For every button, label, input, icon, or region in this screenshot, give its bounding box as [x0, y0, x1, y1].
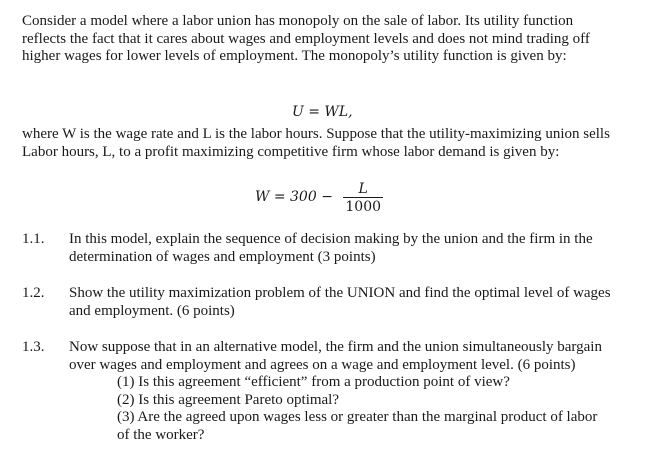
intro-line: reflects the fact that it cares about wages and employment levels and does not mind trading off	[22, 30, 590, 47]
question-number: 1.3.	[22, 339, 45, 355]
definitions-line: where W is the wage rate and L is the labor hours. Suppose that the utility-maximizing union sells	[22, 126, 610, 142]
question-line: In this model, explain the sequence of decision making by the union and the firm in the	[69, 231, 593, 247]
question-line: and employment. (6 points)	[69, 302, 235, 319]
question-text	[69, 285, 624, 320]
fraction-denominator: 1000	[345, 198, 382, 215]
intro-line: higher wages for lower levels of employment. The monopoly’s utility function is given by:	[22, 48, 567, 64]
question-number: 1.1.	[22, 231, 45, 247]
question-line: determination of wages and employment (3 points)	[69, 248, 376, 265]
sub-question-line: (1) Is this agreement “efficient” from a production point of view?	[117, 374, 510, 390]
sub-question-line: (3) Are the agreed upon wages less or greater than the marginal product of labor	[117, 409, 598, 425]
sub-question-line: (2) Is this agreement Pareto optimal?	[117, 391, 340, 408]
document-page	[22, 13, 634, 443]
utility-equation: U = WL,	[292, 104, 353, 120]
labor-demand-equation	[255, 178, 383, 218]
definitions-line: Labor hours, L, to a profit maximizing competitive firm whose labor demand is given by:	[22, 143, 560, 160]
sub-question-line: of the worker?	[117, 426, 205, 443]
question-line: over wages and employment and agrees on a wage and employment level. (6 points)	[69, 356, 576, 373]
question-line: Now suppose that in an alternative model, the firm and the union simultaneously bargain	[69, 339, 602, 355]
question-line: Show the utility maximization problem of the UNION and find the optimal level of wages	[69, 285, 611, 301]
question-text	[69, 231, 624, 266]
question-number: 1.2.	[22, 285, 45, 301]
definitions-paragraph	[22, 126, 634, 161]
fraction	[343, 181, 383, 216]
equation-lhs: W = 300 −	[255, 189, 338, 206]
intro-paragraph	[22, 13, 634, 66]
question-text	[69, 339, 624, 444]
fraction-numerator: L	[358, 180, 368, 197]
intro-line: Consider a model where a labor union has monopoly on the sale of labor. Its utility function	[22, 13, 574, 29]
